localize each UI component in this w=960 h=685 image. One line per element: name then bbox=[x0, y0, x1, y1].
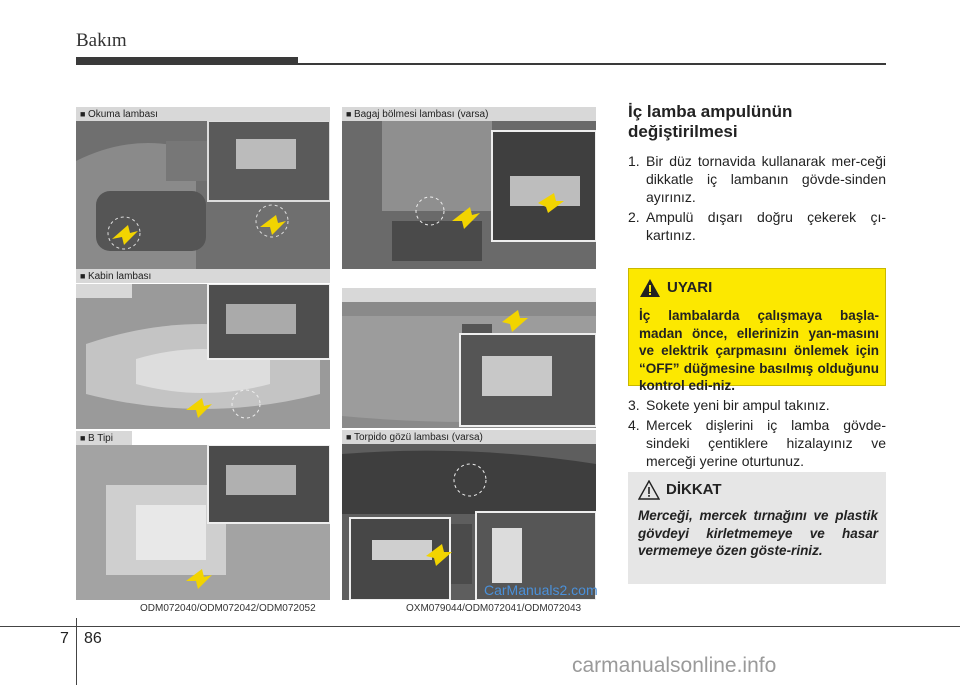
caption-cabin-lamp: ■ Kabin lambası bbox=[76, 269, 330, 283]
step-number: 2. bbox=[628, 209, 640, 225]
step-text: Sokete yeni bir ampul takınız. bbox=[646, 397, 830, 413]
photo-type-a bbox=[76, 284, 330, 429]
watermark-carmanuals: CarManuals2.com bbox=[484, 582, 598, 598]
photo-glovebox-lamp bbox=[342, 444, 596, 600]
photo-luggage-lamp bbox=[342, 121, 596, 269]
photo-reading-lamp bbox=[76, 121, 330, 269]
page-heading: İç lamba ampulünün değiştirilmesi bbox=[628, 102, 793, 141]
figure-ref-right: OXM079044/ODM072041/ODM072043 bbox=[406, 603, 582, 614]
caption-reading-lamp: ■ Okuma lambası bbox=[76, 107, 330, 121]
step-2 bbox=[628, 208, 886, 244]
caution-title: DİKKAT bbox=[666, 481, 722, 498]
step-text: Bir düz tornavida kullanarak mer-ceği dikkatle iç lambanın gövde-sinden ayırınız. bbox=[646, 153, 886, 205]
warning-box bbox=[628, 268, 886, 393]
footer-rule bbox=[0, 626, 960, 627]
warning-title: UYARI bbox=[667, 279, 713, 296]
warning-text: İç lambalarda çalışmaya başla-madan önce, ellerinizin yan-masını ve elektrik çarpmasını önlemek için “OFF” düğmesine basılmış olduğunu kontrol edi-niz. bbox=[639, 308, 879, 393]
photo-vanity-lamp bbox=[342, 276, 596, 428]
caption-luggage-lamp: ■ Bagaj bölmesi lambası (varsa) bbox=[342, 107, 596, 121]
header-rule-thick bbox=[76, 57, 298, 65]
watermark-site: carmanualsonline.info bbox=[572, 654, 777, 677]
caption-glovebox-lamp: ■ Torpido gözü lambası (varsa) bbox=[342, 430, 596, 444]
header-rule-thin bbox=[298, 63, 886, 65]
caption-type-b: ■ B Tipi bbox=[76, 431, 132, 445]
step-text: Mercek dişlerini iç lamba gövde-sindeki çentiklere hizalayınız ve merceği yerine oturtunuz. bbox=[646, 417, 886, 469]
caution-triangle-icon bbox=[638, 480, 660, 500]
footer-divider bbox=[76, 618, 77, 685]
step-number: 1. bbox=[628, 153, 640, 169]
step-text: Ampulü dışarı doğru çekerek çı-kartınız. bbox=[646, 209, 886, 243]
caution-text: Merceği, mercek tırnağını ve plastik gövdeyi kirletmemeye ve hasar vermemeye özen göste-riniz. bbox=[638, 508, 878, 558]
section-title: Bakım bbox=[76, 30, 127, 51]
step-number: 3. bbox=[628, 397, 640, 413]
step-number: 4. bbox=[628, 417, 640, 433]
step-4 bbox=[628, 416, 886, 470]
step-1 bbox=[628, 152, 886, 206]
step-3 bbox=[628, 396, 886, 414]
photo-type-b bbox=[76, 445, 330, 600]
chapter-number: 7 bbox=[60, 630, 69, 647]
page-number: 86 bbox=[84, 630, 102, 647]
figure-ref-left: ODM072040/ODM072042/ODM072052 bbox=[140, 603, 316, 614]
warning-triangle-icon bbox=[639, 278, 661, 298]
caution-box bbox=[628, 472, 886, 584]
